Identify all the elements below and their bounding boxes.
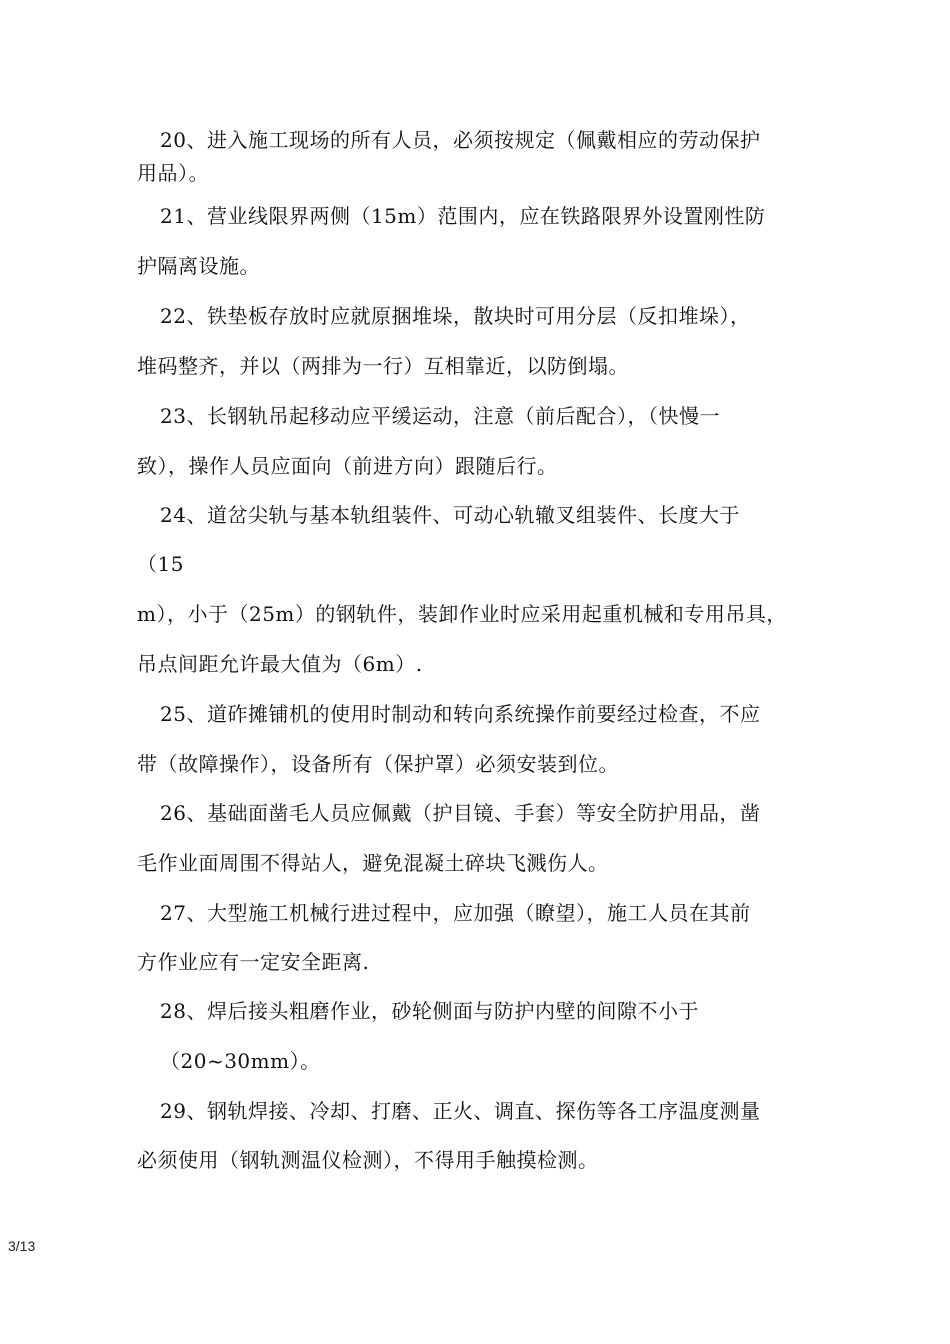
text-line: （15: [137, 552, 184, 576]
text-line: 致），操作人员应面向（前进方向）跟随后行。: [137, 454, 558, 478]
page-number: 3/13: [8, 1238, 36, 1254]
text-line: m），小于（25m）的钢轨件，装卸作业时应采用起重机械和专用吊具，: [137, 602, 787, 626]
text-line: 27、大型施工机械行进过程中，应加强（瞭望），施工人员在其前: [160, 901, 751, 925]
text-line: 24、道岔尖轨与基本轨组装件、可动心轨辙叉组装件、长度大于: [160, 503, 740, 527]
text-line: 26、基础面凿毛人员应佩戴（护目镜、手套）等安全防护用品，凿: [160, 801, 761, 825]
text-line: 堆码整齐，并以（两排为一行）互相靠近，以防倒塌。: [137, 354, 629, 378]
text-line: 带（故障操作），设备所有（保护罩）必须安装到位。: [137, 752, 619, 776]
text-line: 28、焊后接头粗磨作业，砂轮侧面与防护内壁的间隙不小于: [160, 999, 699, 1023]
text-line: 21、营业线限界两侧（15m）范围内，应在铁路限界外设置刚性防: [160, 204, 766, 228]
text-line: 方作业应有一定安全距离.: [137, 950, 370, 974]
text-line: 25、道砟摊铺机的使用时制动和转向系统操作前要经过检查，不应: [160, 702, 761, 726]
text-line: 必须使用（钢轨测温仪检测），不得用手触摸检测。: [137, 1148, 599, 1172]
text-line: 吊点间距允许最大值为（6m）.: [137, 652, 423, 676]
text-line: 护隔离设施。: [137, 254, 260, 278]
text-line: 23、长钢轨吊起移动应平缓运动，注意（前后配合），（快慢一: [160, 404, 720, 428]
text-line: （20~30mm）。: [160, 1049, 321, 1073]
text-line: 用品）。: [137, 161, 209, 185]
text-line: 毛作业面周围不得站人，避免混凝土碎块飞溅伤人。: [137, 851, 609, 875]
text-line: 22、铁垫板存放时应就原捆堆垛，散块时可用分层（反扣堆垛），: [160, 304, 751, 328]
text-line: 20、进入施工现场的所有人员，必须按规定（佩戴相应的劳动保护: [160, 128, 761, 152]
text-line: 29、钢轨焊接、冷却、打磨、正火、调直、探伤等各工序温度测量: [160, 1099, 761, 1123]
